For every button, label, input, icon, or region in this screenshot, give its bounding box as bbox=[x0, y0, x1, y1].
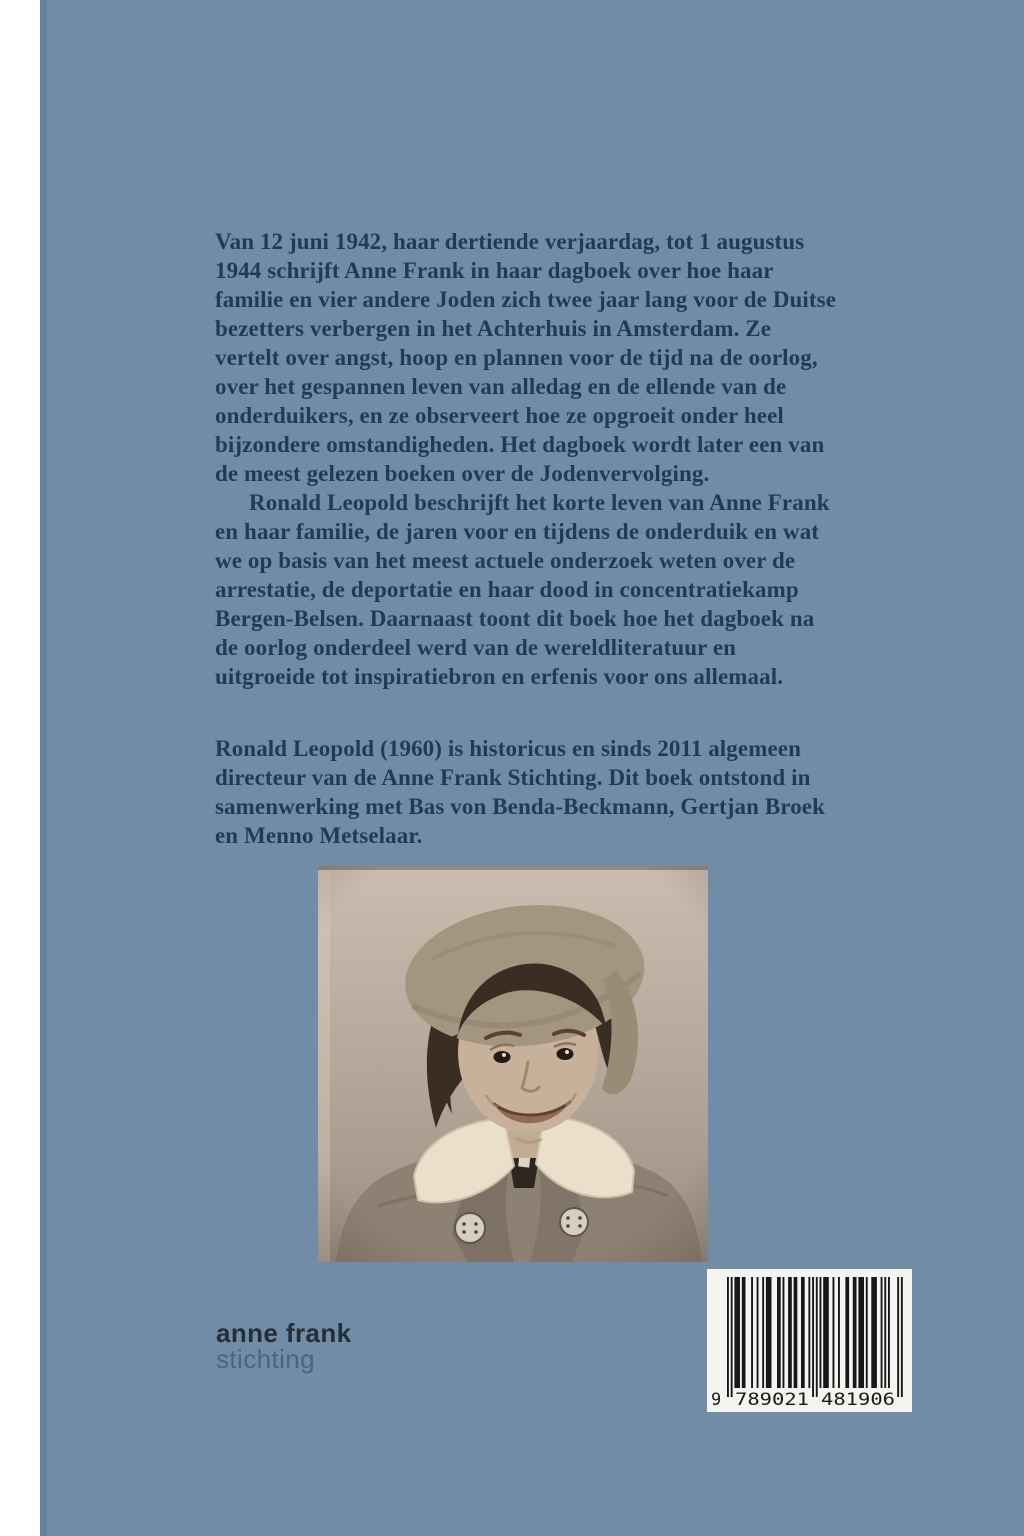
isbn-digits-group1: 789021 bbox=[735, 1390, 809, 1410]
isbn-barcode bbox=[707, 1269, 912, 1412]
publisher-name-line2: stichting bbox=[216, 1344, 315, 1374]
barcode-bars bbox=[707, 1269, 912, 1412]
author-bio-paragraph: Ronald Leopold (1960) is historicus en sinds 2011 algemeen directeur van de Anne Frank Stichting. Dit boek ontstond in samenwerking met Bas von Benda-Beckmann, Gertjan Broek en Menno Metselaar. bbox=[215, 736, 826, 848]
blurb-paragraph-1: Van 12 juni 1942, haar dertiende verjaardag, tot 1 augustus 1944 schrijft Anne Frank in haar dagboek over hoe haar familie en vier andere Joden zich twee jaar lang voor de Duitse bezetters verbergen in het Achterhuis in Amsterdam. Ze vertelt over angst, hoop en plannen voor de tijd na de oorlog, over het gespannen leven van alledag en de ellende van de onderduikers, en ze observeert hoe ze opgroeit onder heel bijzondere omstandigheden. Het dagboek wordt later een van de meest gelezen boeken over de Jodenvervolging. bbox=[215, 229, 837, 486]
publisher-name-line1: anne frank bbox=[216, 1318, 352, 1348]
isbn-digits-group2: 481906 bbox=[821, 1390, 895, 1410]
isbn-digit-first: 9 bbox=[711, 1390, 722, 1410]
blurb-paragraph-2: Ronald Leopold beschrijft het korte leven van Anne Frank en haar familie, de jaren voor en tijdens de onderduik en wat we op basis van het meest actuele onderzoek weten over de arrestatie, de deportatie en haar dood in concentratiekamp Bergen-Belsen. Daarnaast toont dit boek hoe het dagboek na de oorlog onderdeel werd van de wereldliteratuur en uitgroeide tot inspiratiebron en erfenis voor ons allemaal. bbox=[215, 490, 830, 689]
anne-frank-portrait-photo bbox=[318, 866, 708, 1262]
publisher-logo bbox=[216, 1320, 352, 1373]
portrait-illustration bbox=[318, 866, 708, 1262]
back-cover-blurb bbox=[215, 227, 841, 850]
spine-shadow bbox=[40, 0, 47, 1536]
